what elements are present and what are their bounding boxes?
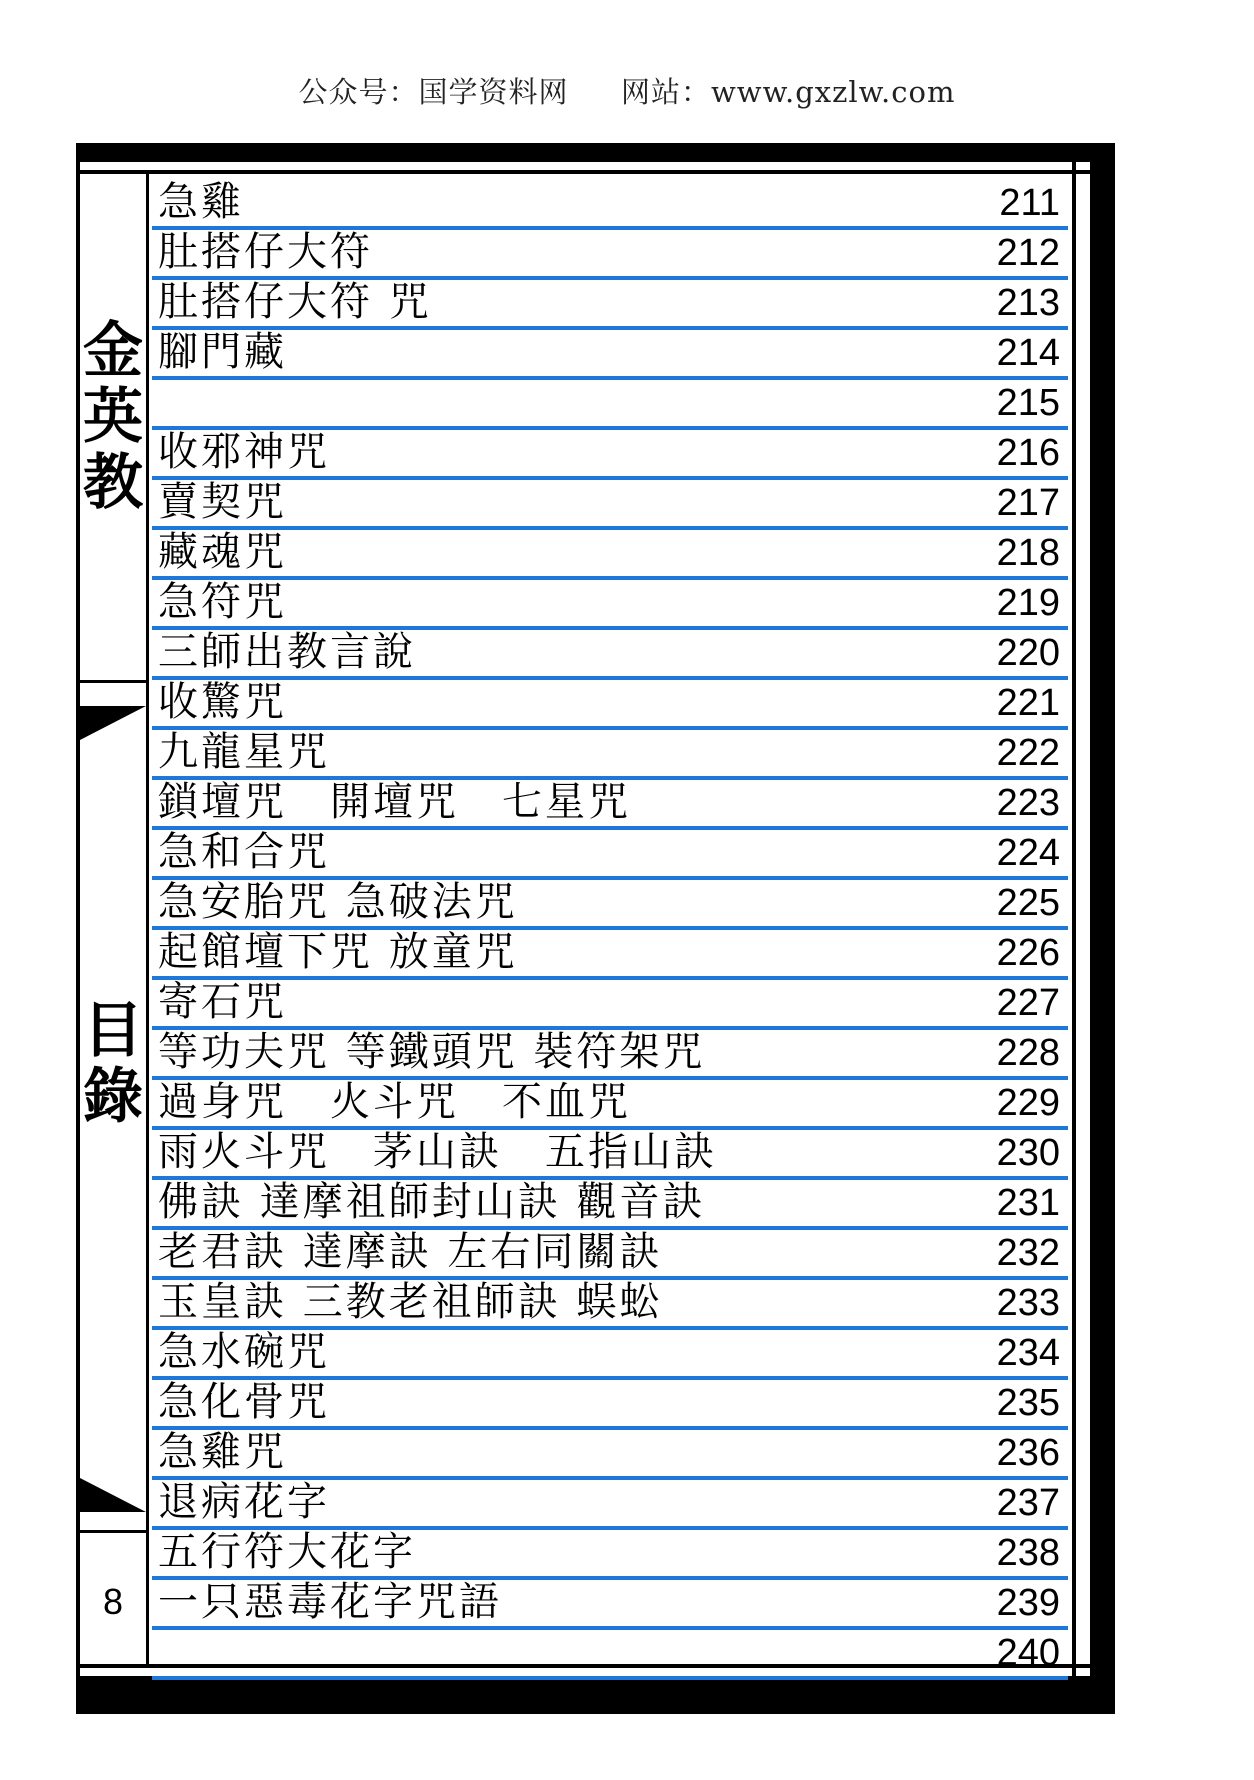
toc-entry-page: 230 [996,1132,1060,1174]
toc-entry-title: 三師出教言說 [158,629,416,675]
toc-entry-title: 急安胎咒 急破法咒 [158,879,518,925]
toc-entry-title: 九龍星咒 [158,729,330,775]
toc-entry-title: 藏魂咒 [158,529,287,575]
toc-row [152,1580,1068,1630]
toc-entry-page: 233 [996,1282,1060,1324]
toc-entry-page: 236 [996,1432,1060,1474]
toc-row [152,1630,1068,1680]
toc-entry-page: 226 [996,932,1060,974]
book-title [80,318,146,516]
page-number: 8 [102,1581,124,1622]
toc-entry-title: 等功夫咒 等鐵頭咒 裝符架咒 [158,1029,706,1075]
toc-entry-title: 雨火斗咒 茅山訣 五指山訣 [158,1129,717,1175]
toc-entry-title: 五行符大花字 [158,1529,416,1575]
section-title-char: 錄 [83,1062,143,1132]
toc-entry-title: 肚搭仔大符 [158,229,373,275]
toc-entry-page: 237 [996,1482,1060,1524]
toc-entry-title: 急水碗咒 [158,1329,330,1375]
toc-entry-page: 228 [996,1032,1060,1074]
page-header [0,70,1254,111]
toc-entry-title: 腳門藏 [158,329,287,375]
toc-row [152,830,1068,880]
toc-entry-page: 225 [996,882,1060,924]
toc-entry-page: 240 [996,1632,1060,1674]
header-website: 网站：www.gxzlw.com [620,75,956,109]
frame-rule-top [80,170,1090,174]
toc-entry-title: 一只惡毒花字咒語 [158,1579,502,1625]
toc-entry-page: 212 [996,232,1060,274]
toc-row [152,730,1068,780]
toc-row [152,980,1068,1030]
toc-row [152,230,1068,280]
toc-entry-page: 213 [996,282,1060,324]
toc-entry-title: 賣契咒 [158,479,287,525]
toc-entry-title: 急和合咒 [158,829,330,875]
toc-row [152,930,1068,980]
toc-entry-page: 227 [996,982,1060,1024]
toc-entry-title: 過身咒 火斗咒 不血咒 [158,1079,631,1125]
toc-row [152,1330,1068,1380]
toc-entry-page: 219 [996,582,1060,624]
toc-entry-page: 222 [996,732,1060,774]
toc-entry-page: 220 [996,632,1060,674]
toc-row [152,330,1068,380]
toc-row [152,1430,1068,1480]
toc-entry-page: 229 [996,1082,1060,1124]
toc-entry-page: 211 [999,182,1060,224]
toc-entry-title: 急雞 [158,179,244,225]
book-title-char: 教 [83,448,143,518]
fishtail-bottom [80,1478,146,1512]
toc-entry-page: 234 [996,1332,1060,1374]
toc-row [152,530,1068,580]
table-of-contents [152,179,1068,1674]
toc-row [152,880,1068,930]
toc-entry-page: 215 [996,382,1060,424]
toc-row [152,680,1068,730]
toc-row [152,780,1068,830]
toc-entry-page: 218 [996,532,1060,574]
toc-entry-page: 235 [996,1382,1060,1424]
toc-row [152,380,1068,430]
toc-entry-page: 239 [996,1582,1060,1624]
toc-entry-page: 231 [996,1182,1060,1224]
toc-entry-title: 急化骨咒 [158,1379,330,1425]
toc-entry-title: 肚搭仔大符 咒 [158,279,432,325]
toc-entry-title: 佛訣 達摩祖師封山訣 觀音訣 [158,1179,706,1225]
toc-entry-page: 232 [996,1232,1060,1274]
toc-row [152,180,1068,230]
toc-row [152,1230,1068,1280]
toc-entry-title: 收邪神咒 [158,429,330,475]
fishtail-top [80,706,146,740]
toc-row [152,430,1068,480]
toc-entry-title: 鎖壇咒 開壇咒 七星咒 [158,779,631,825]
toc-entry-page: 224 [996,832,1060,874]
toc-entry-page: 217 [996,482,1060,524]
toc-entry-title: 急符咒 [158,579,287,625]
toc-entry-page: 221 [996,682,1060,724]
toc-row [152,1030,1068,1080]
toc-row [152,1180,1068,1230]
toc-row [152,630,1068,680]
side-divider [80,1530,146,1533]
toc-entry-title: 退病花字 [158,1479,330,1525]
book-title-char: 金 [83,316,143,386]
toc-entry-page: 223 [996,782,1060,824]
section-title-char: 目 [83,996,143,1066]
toc-row [152,1530,1068,1580]
toc-row [152,1080,1068,1130]
toc-entry-page: 214 [996,332,1060,374]
toc-entry-page: 238 [996,1532,1060,1574]
frame-rule-right [1072,162,1076,1676]
toc-row [152,580,1068,630]
side-column-rule [146,170,149,1668]
toc-entry-page: 216 [996,432,1060,474]
toc-entry-title: 寄石咒 [158,979,287,1025]
toc-row [152,1280,1068,1330]
toc-row [152,1480,1068,1530]
toc-row [152,1130,1068,1180]
header-wechat-account: 公众号：国学资料网 [298,75,569,109]
toc-row [152,1380,1068,1430]
toc-entry-title: 急雞咒 [158,1429,287,1475]
toc-row [152,480,1068,530]
section-title [80,998,146,1130]
toc-entry-title: 老君訣 達摩訣 左右同關訣 [158,1229,663,1275]
side-divider [80,680,146,683]
book-title-char: 英 [83,382,143,452]
toc-entry-title: 起館壇下咒 放童咒 [158,929,518,975]
toc-row [152,280,1068,330]
toc-entry-title: 收驚咒 [158,679,287,725]
toc-entry-title: 玉皇訣 三教老祖師訣 蜈蚣 [158,1279,663,1325]
